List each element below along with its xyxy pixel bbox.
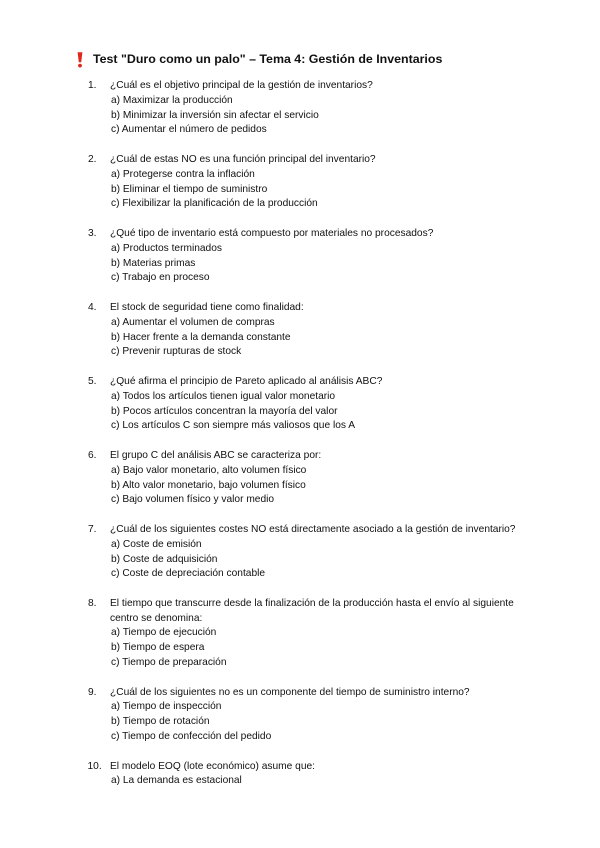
question-number: 9. [88, 686, 97, 698]
question-number: 6. [88, 449, 97, 461]
answer-option: a) Todos los artículos tienen igual valor monetario [111, 390, 336, 402]
question-text: ¿Qué tipo de inventario está compuesto por materiales no procesados? [110, 227, 434, 239]
question-number: 10. [87, 760, 102, 772]
question-item [88, 79, 528, 138]
answer-option: b) Hacer frente a la demanda constante [111, 331, 291, 343]
answer-option: a) La demanda es estacional [111, 775, 242, 787]
question-item [88, 449, 528, 508]
exclamation-icon [75, 51, 85, 68]
answer-option: c) Tiempo de preparación [111, 657, 227, 669]
answer-option: a) Bajo valor monetario, alto volumen físico [111, 464, 307, 476]
question-text: ¿Cuál es el objetivo principal de la gestión de inventarios? [110, 80, 373, 91]
question-item [88, 227, 528, 286]
document-header [75, 50, 442, 68]
question-item [88, 523, 528, 582]
answer-option: b) Tiempo de rotación [111, 716, 210, 728]
answer-option: b) Pocos artículos concentran la mayoría del valor [111, 405, 338, 417]
option-list [110, 700, 528, 744]
question-item [88, 375, 528, 434]
question-text: ¿Cuál de estas NO es una función principal del inventario? [110, 153, 376, 165]
question-text: ¿Cuál de los siguientes no es un componente del tiempo de suministro interno? [110, 686, 470, 698]
question-number: 5. [88, 375, 97, 387]
answer-option: c) Prevenir rupturas de stock [111, 346, 242, 358]
question-item [88, 760, 528, 790]
question-text: El grupo C del análisis ABC se caracteriza por: [110, 449, 322, 461]
answer-option: c) Tiempo de confección del pedido [111, 731, 272, 743]
option-list [110, 626, 528, 670]
answer-option: b) Materias primas [111, 257, 196, 269]
question-item [88, 153, 528, 212]
question-item [88, 597, 528, 671]
page-title: Test "Duro como un palo" – Tema 4: Gestión de Inventarios [93, 52, 443, 66]
answer-option: b) Coste de adquisición [111, 553, 218, 565]
option-list [110, 464, 528, 508]
question-item [88, 686, 528, 745]
answer-option: a) Aumentar el volumen de compras [111, 316, 275, 328]
answer-option: c) Los artículos C son siempre más valiosos que los A [111, 420, 356, 432]
answer-option: c) Aumentar el número de pedidos [111, 124, 267, 136]
question-text: ¿Cuál de los siguientes costes NO está directamente asociado a la gestión de inventario? [110, 523, 516, 535]
answer-option: b) Tiempo de espera [111, 642, 205, 654]
answer-option: c) Bajo volumen físico y valor medio [111, 494, 275, 506]
answer-option: a) Protegerse contra la inflación [111, 168, 255, 180]
answer-option: c) Coste de depreciación contable [111, 568, 266, 580]
question-list [88, 79, 528, 804]
answer-option: a) Productos terminados [111, 242, 222, 254]
question-number: 4. [88, 301, 97, 313]
question-number: 3. [88, 227, 97, 239]
answer-option: b) Minimizar la inversión sin afectar el servicio [111, 109, 319, 121]
option-list [110, 538, 528, 582]
question-item [88, 301, 528, 360]
question-number: 7. [88, 523, 97, 535]
question-number: 2. [88, 153, 97, 165]
question-text: El stock de seguridad tiene como finalidad: [110, 301, 304, 313]
answer-option: c) Flexibilizar la planificación de la producción [111, 198, 318, 210]
option-list [110, 168, 528, 212]
question-text: ¿Qué afirma el principio de Pareto aplicado al análisis ABC? [110, 375, 383, 387]
option-list [110, 390, 528, 434]
answer-option: a) Tiempo de ejecución [111, 627, 217, 639]
answer-option: a) Coste de emisión [111, 538, 202, 550]
option-list [110, 774, 528, 789]
answer-option: c) Trabajo en proceso [111, 272, 210, 284]
question-text: El tiempo que transcurre desde la finalización de la producción hasta el envío al siguiente centro se denomina: [110, 597, 514, 624]
question-text: El modelo EOQ (lote económico) asume que: [110, 760, 315, 772]
question-number: 8. [88, 597, 97, 609]
answer-option: a) Tiempo de inspección [111, 701, 222, 713]
answer-option: b) Alto valor monetario, bajo volumen físico [111, 479, 306, 491]
option-list [110, 242, 528, 286]
answer-option: a) Maximizar la producción [111, 94, 233, 106]
question-number: 1. [88, 80, 97, 91]
option-list [110, 316, 528, 360]
answer-option: b) Eliminar el tiempo de suministro [111, 183, 268, 195]
option-list [110, 94, 528, 138]
